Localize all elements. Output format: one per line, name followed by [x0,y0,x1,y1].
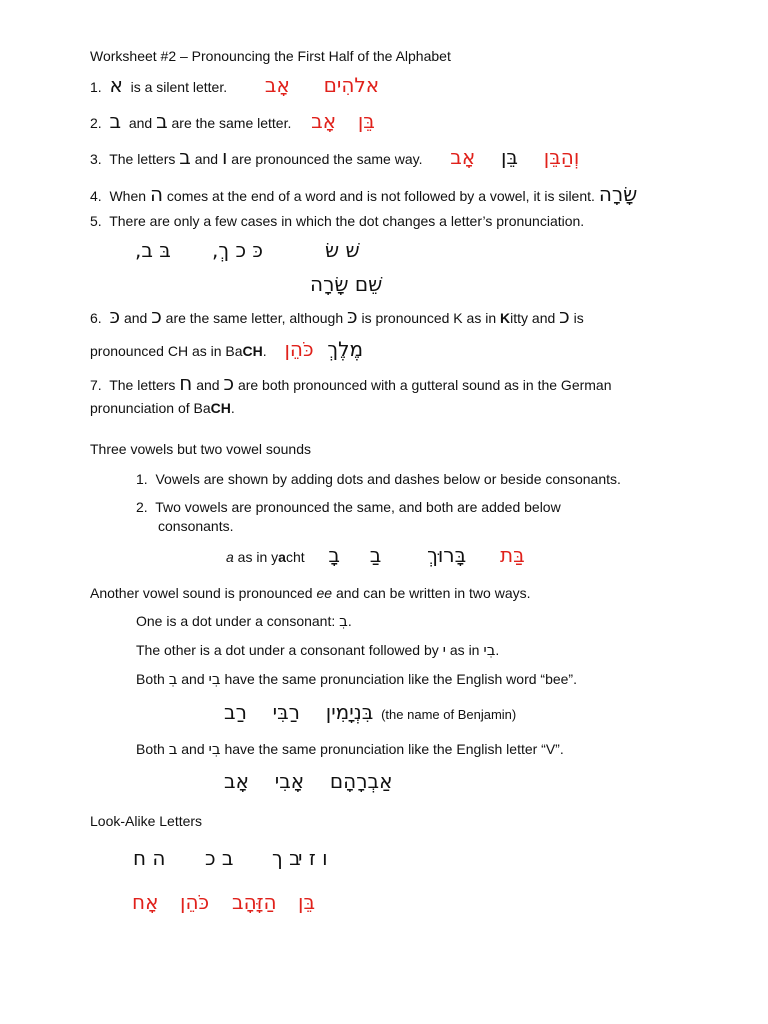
hebrew-words-shin: שֵׁם שָׂרָה [310,272,383,296]
hebrew-word: רַב [224,700,247,724]
ee-line-1: One is a dot under a consonant: בִ. [136,612,352,630]
hebrew-word: הַזָּהָב [232,890,277,914]
ee-line-6 [224,769,393,793]
item-3: 3. The letters ב and ו are pronounced the same way. אָב בֵּן וְהַבֵּן [90,145,580,169]
hebrew-word: כֹּהֵן [180,890,210,914]
item-7-cont: pronunciation of BaCH. [90,400,235,416]
item-5: 5. There are only a few cases in which the dot changes a letter’s pronunciation. [90,213,585,229]
hebrew-word: אָבִי [274,769,305,793]
vowel-item-2: 2. Two vowels are pronounced the same, and both are added below [136,499,561,515]
ee-heading: Another vowel sound is pronounced ee and can be written in two ways. [90,585,531,601]
dot-pair-kaf: כּ כ ךְ, [212,238,263,262]
hebrew-word: אָב [264,73,290,97]
hebrew-word: שָׂרָה [598,182,638,206]
hebrew-word: אַבְרָהָם [329,769,393,793]
item-7: 7. The letters ח and כ are both pronounced with a gutteral sound as in the German [90,371,612,395]
item-6: 6. כּ and כ are the same letter, although כּ is pronounced K as in Kitty and כ is [90,304,584,328]
hebrew-word: רַבִּי [272,700,300,724]
item-2: 2. ב and ב are the same letter. אָב בֵּן [90,109,375,133]
worksheet-title: Worksheet #2 – Pronouncing the First Half of the Alphabet [90,48,451,64]
hebrew-word: בֵּן [298,890,316,914]
ee-line-4: רַב רַבִּי בִּנְיָמִין (the name of Benjamin) [224,700,517,724]
ee-line-2: The other is a dot under a consonant followed by י as in בִי. [136,641,500,659]
vowel-example: a as in yacht בָ בַ בָּרוּךְ בַּת [226,543,525,567]
item-4: 4. When ה comes at the end of a word and is not followed by a vowel, it is silent. שָׂרָה [90,182,638,206]
dot-pair-bet: בּ ב, [135,238,171,262]
item-6-cont: pronounced CH as in BaCH. כֹּהֵן מֶלֶךְ [90,337,364,361]
item-1: 1. א is a silent letter. אָב אלהִים [90,73,380,97]
vowel-item-2-cont: consonants. [158,518,234,534]
hebrew-word: בִּנְיָמִין [325,700,374,724]
lookalike-triple: ו ז י [298,846,328,870]
hebrew-word: בָּרוּךְ [427,543,467,567]
hebrew-letter-alef: א [109,73,123,97]
hebrew-word: אלהִים [323,73,380,97]
lookalike-heading: Look-Alike Letters [90,813,203,829]
vowel-item-1: 1. Vowels are shown by adding dots and dashes below or beside consonants. [136,471,621,487]
hebrew-word: בֵּן [357,109,375,133]
hebrew-word: אָב [450,145,476,169]
hebrew-word: מֶלֶךְ [327,337,364,361]
hebrew-word: אָב [311,109,337,133]
ee-line-3: Both בִ and בִי have the same pronunciation like the English word “bee”. [136,670,577,688]
hebrew-word: בַּת [499,543,525,567]
lookalike-pair: ב ך [272,846,301,870]
dot-pair-shin: שׁ שׂ [325,238,360,262]
vowels-heading: Three vowels but two vowel sounds [90,441,311,457]
lookalike-pair: ב כ [205,846,234,870]
hebrew-word: וְהַבֵּן [543,145,580,169]
ee-line-5: Both ב and בִי have the same pronunciation like the English letter “V”. [136,740,564,758]
hebrew-word: בֵּן [500,145,518,169]
lookalike-pair: ה ח [133,846,166,870]
hebrew-word: כֹּהֵן [284,337,314,361]
hebrew-word: אָח [132,890,159,914]
hebrew-word: אָב [224,769,249,793]
